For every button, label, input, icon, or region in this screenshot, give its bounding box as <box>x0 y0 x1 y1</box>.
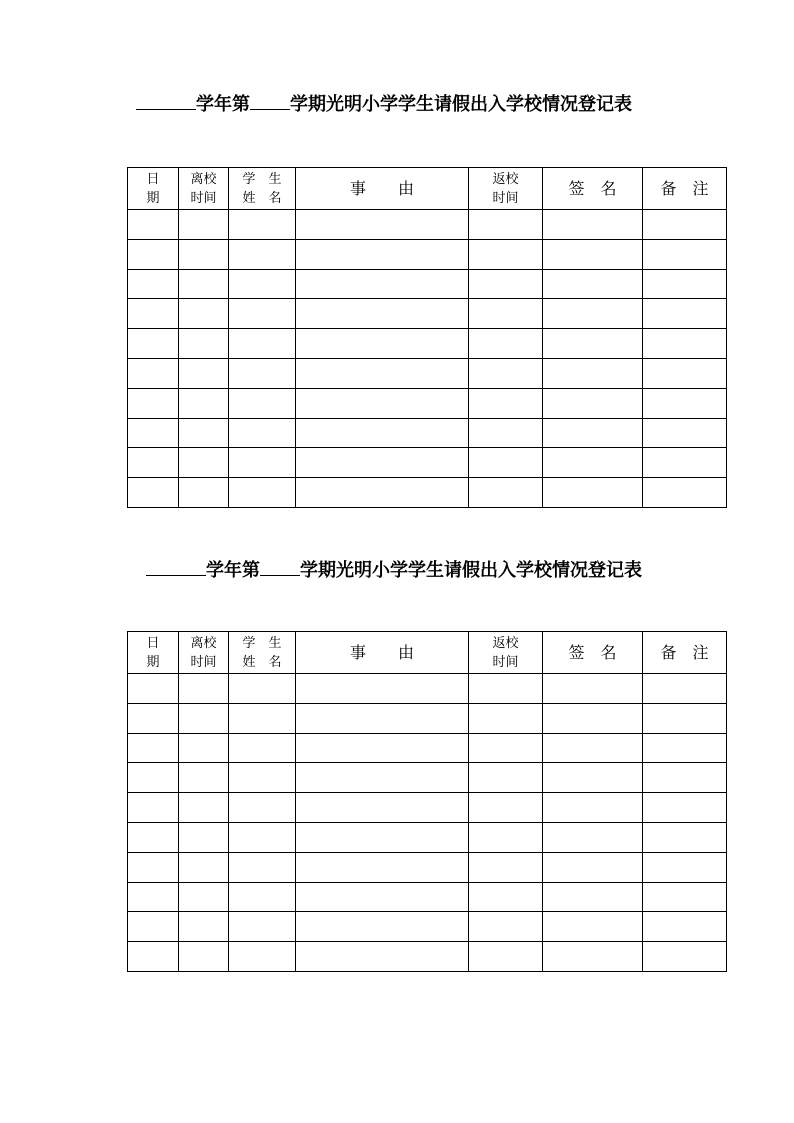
student-name-cell[interactable] <box>229 329 296 359</box>
date-cell[interactable] <box>128 388 179 418</box>
date-cell[interactable] <box>128 942 179 972</box>
student-name-cell[interactable] <box>229 388 296 418</box>
table-row <box>128 703 727 733</box>
remarks-cell[interactable] <box>643 388 727 418</box>
student-name-cell[interactable] <box>229 882 296 912</box>
reason-cell[interactable] <box>296 674 469 704</box>
table-row <box>128 269 727 299</box>
remarks-cell[interactable] <box>643 418 727 448</box>
return-time-cell[interactable] <box>469 269 543 299</box>
date-cell[interactable] <box>128 329 179 359</box>
student-name-cell[interactable] <box>229 239 296 269</box>
student-name-cell[interactable] <box>229 674 296 704</box>
date-cell[interactable] <box>128 882 179 912</box>
form-title <box>146 559 642 582</box>
reason-cell[interactable] <box>296 210 469 240</box>
title-text-year: 学年第 <box>196 94 250 115</box>
leave-time-cell[interactable] <box>179 210 229 240</box>
reason-cell[interactable] <box>296 358 469 388</box>
return-time-cell[interactable] <box>469 210 543 240</box>
signature-cell[interactable] <box>543 239 643 269</box>
signature-cell[interactable] <box>543 703 643 733</box>
reason-cell[interactable] <box>296 852 469 882</box>
date-cell[interactable] <box>128 674 179 704</box>
date-cell[interactable] <box>128 793 179 823</box>
signature-cell[interactable] <box>543 912 643 942</box>
student-name-cell[interactable] <box>229 418 296 448</box>
reason-cell[interactable] <box>296 269 469 299</box>
signature-cell[interactable] <box>543 269 643 299</box>
leave-time-cell[interactable] <box>179 852 229 882</box>
leave-time-cell[interactable] <box>179 299 229 329</box>
signature-cell[interactable] <box>543 733 643 763</box>
date-cell[interactable] <box>128 703 179 733</box>
return-time-cell[interactable] <box>469 418 543 448</box>
date-cell[interactable] <box>128 239 179 269</box>
table-row <box>128 912 727 942</box>
student-name-cell[interactable] <box>229 852 296 882</box>
signature-cell[interactable] <box>543 793 643 823</box>
remarks-cell[interactable] <box>643 763 727 793</box>
remarks-cell[interactable] <box>643 733 727 763</box>
header-date: 日 期 <box>128 632 179 674</box>
leave-time-cell[interactable] <box>179 674 229 704</box>
table-row <box>128 358 727 388</box>
signature-cell[interactable] <box>543 822 643 852</box>
remarks-cell[interactable] <box>643 674 727 704</box>
table-row <box>128 478 727 508</box>
reason-cell[interactable] <box>296 388 469 418</box>
date-cell[interactable] <box>128 418 179 448</box>
header-student-name: 学 生 姓 名 <box>229 168 296 210</box>
return-time-cell[interactable] <box>469 822 543 852</box>
leave-time-cell[interactable] <box>179 448 229 478</box>
table-row <box>128 448 727 478</box>
table-row <box>128 329 727 359</box>
header-signature: 签 名 <box>543 168 643 210</box>
table-row <box>128 239 727 269</box>
signature-cell[interactable] <box>543 418 643 448</box>
table-row <box>128 822 727 852</box>
leave-time-cell[interactable] <box>179 912 229 942</box>
date-cell[interactable] <box>128 822 179 852</box>
header-student-name: 学 生 姓 名 <box>229 632 296 674</box>
reason-cell[interactable] <box>296 448 469 478</box>
signature-cell[interactable] <box>543 329 643 359</box>
return-time-cell[interactable] <box>469 674 543 704</box>
return-time-cell[interactable] <box>469 882 543 912</box>
signature-cell[interactable] <box>543 942 643 972</box>
leave-time-cell[interactable] <box>179 703 229 733</box>
signature-cell[interactable] <box>543 478 643 508</box>
return-time-cell[interactable] <box>469 912 543 942</box>
return-time-cell[interactable] <box>469 942 543 972</box>
return-time-cell[interactable] <box>469 733 543 763</box>
return-time-cell[interactable] <box>469 478 543 508</box>
remarks-cell[interactable] <box>643 822 727 852</box>
title-text-year: 学年第 <box>206 560 260 581</box>
header-row <box>128 632 727 674</box>
return-time-cell[interactable] <box>469 358 543 388</box>
year-blank[interactable] <box>146 559 206 576</box>
table-row <box>128 793 727 823</box>
leave-time-cell[interactable] <box>179 388 229 418</box>
header-return-time: 返校 时间 <box>469 168 543 210</box>
reason-cell[interactable] <box>296 329 469 359</box>
date-cell[interactable] <box>128 448 179 478</box>
reason-cell[interactable] <box>296 239 469 269</box>
student-name-cell[interactable] <box>229 793 296 823</box>
student-name-cell[interactable] <box>229 822 296 852</box>
term-blank[interactable] <box>260 559 300 576</box>
student-name-cell[interactable] <box>229 733 296 763</box>
date-cell[interactable] <box>128 912 179 942</box>
remarks-cell[interactable] <box>643 793 727 823</box>
date-cell[interactable] <box>128 852 179 882</box>
table-row <box>128 942 727 972</box>
header-date: 日 期 <box>128 168 179 210</box>
leave-time-cell[interactable] <box>179 418 229 448</box>
header-signature: 签 名 <box>543 632 643 674</box>
form-title <box>136 93 632 116</box>
header-reason: 事 由 <box>296 632 469 674</box>
leave-time-cell[interactable] <box>179 269 229 299</box>
reason-cell[interactable] <box>296 822 469 852</box>
table-body <box>128 210 727 508</box>
header-leave-time: 离校 时间 <box>179 168 229 210</box>
table-row <box>128 210 727 240</box>
reason-cell[interactable] <box>296 793 469 823</box>
date-cell[interactable] <box>128 733 179 763</box>
table-row <box>128 299 727 329</box>
reason-cell[interactable] <box>296 882 469 912</box>
title-text-main: 学期光明小学学生请假出入学校情况登记表 <box>300 560 642 581</box>
leave-time-cell[interactable] <box>179 942 229 972</box>
leave-time-cell[interactable] <box>179 882 229 912</box>
remarks-cell[interactable] <box>643 703 727 733</box>
header-remarks: 备 注 <box>643 168 727 210</box>
signature-cell[interactable] <box>543 388 643 418</box>
return-time-cell[interactable] <box>469 448 543 478</box>
signature-cell[interactable] <box>543 882 643 912</box>
student-name-cell[interactable] <box>229 210 296 240</box>
leave-time-cell[interactable] <box>179 478 229 508</box>
leave-time-cell[interactable] <box>179 822 229 852</box>
return-time-cell[interactable] <box>469 388 543 418</box>
signature-cell[interactable] <box>543 448 643 478</box>
header-reason: 事 由 <box>296 168 469 210</box>
reason-cell[interactable] <box>296 418 469 448</box>
reason-cell[interactable] <box>296 733 469 763</box>
leave-time-cell[interactable] <box>179 239 229 269</box>
return-time-cell[interactable] <box>469 299 543 329</box>
remarks-cell[interactable] <box>643 882 727 912</box>
return-time-cell[interactable] <box>469 239 543 269</box>
header-leave-time: 离校 时间 <box>179 632 229 674</box>
signature-cell[interactable] <box>543 674 643 704</box>
signature-cell[interactable] <box>543 299 643 329</box>
remarks-cell[interactable] <box>643 299 727 329</box>
table-row <box>128 733 727 763</box>
leave-time-cell[interactable] <box>179 733 229 763</box>
remarks-cell[interactable] <box>643 329 727 359</box>
remarks-cell[interactable] <box>643 210 727 240</box>
table-row <box>128 763 727 793</box>
return-time-cell[interactable] <box>469 763 543 793</box>
student-name-cell[interactable] <box>229 358 296 388</box>
table-row <box>128 388 727 418</box>
leave-time-cell[interactable] <box>179 763 229 793</box>
return-time-cell[interactable] <box>469 852 543 882</box>
signature-cell[interactable] <box>543 852 643 882</box>
term-blank[interactable] <box>250 93 290 110</box>
date-cell[interactable] <box>128 763 179 793</box>
reason-cell[interactable] <box>296 703 469 733</box>
year-blank[interactable] <box>136 93 196 110</box>
table-row <box>128 852 727 882</box>
leave-time-cell[interactable] <box>179 329 229 359</box>
remarks-cell[interactable] <box>643 478 727 508</box>
leave-time-cell[interactable] <box>179 793 229 823</box>
return-time-cell[interactable] <box>469 329 543 359</box>
student-name-cell[interactable] <box>229 299 296 329</box>
reason-cell[interactable] <box>296 942 469 972</box>
date-cell[interactable] <box>128 299 179 329</box>
remarks-cell[interactable] <box>643 852 727 882</box>
student-name-cell[interactable] <box>229 912 296 942</box>
reason-cell[interactable] <box>296 763 469 793</box>
title-text-main: 学期光明小学学生请假出入学校情况登记表 <box>290 94 632 115</box>
date-cell[interactable] <box>128 358 179 388</box>
student-name-cell[interactable] <box>229 763 296 793</box>
signature-cell[interactable] <box>543 763 643 793</box>
table-row <box>128 418 727 448</box>
remarks-cell[interactable] <box>643 239 727 269</box>
return-time-cell[interactable] <box>469 793 543 823</box>
student-name-cell[interactable] <box>229 703 296 733</box>
date-cell[interactable] <box>128 269 179 299</box>
reason-cell[interactable] <box>296 478 469 508</box>
reason-cell[interactable] <box>296 299 469 329</box>
remarks-cell[interactable] <box>643 358 727 388</box>
student-name-cell[interactable] <box>229 269 296 299</box>
reason-cell[interactable] <box>296 912 469 942</box>
table-row <box>128 674 727 704</box>
remarks-cell[interactable] <box>643 912 727 942</box>
date-cell[interactable] <box>128 210 179 240</box>
signature-cell[interactable] <box>543 358 643 388</box>
leave-register-table <box>127 631 727 972</box>
header-return-time: 返校 时间 <box>469 632 543 674</box>
remarks-cell[interactable] <box>643 448 727 478</box>
remarks-cell[interactable] <box>643 942 727 972</box>
date-cell[interactable] <box>128 478 179 508</box>
leave-time-cell[interactable] <box>179 358 229 388</box>
signature-cell[interactable] <box>543 210 643 240</box>
remarks-cell[interactable] <box>643 269 727 299</box>
return-time-cell[interactable] <box>469 703 543 733</box>
student-name-cell[interactable] <box>229 448 296 478</box>
table-body <box>128 674 727 972</box>
leave-register-table <box>127 167 727 508</box>
header-remarks: 备 注 <box>643 632 727 674</box>
student-name-cell[interactable] <box>229 942 296 972</box>
table-row <box>128 882 727 912</box>
header-row <box>128 168 727 210</box>
student-name-cell[interactable] <box>229 478 296 508</box>
